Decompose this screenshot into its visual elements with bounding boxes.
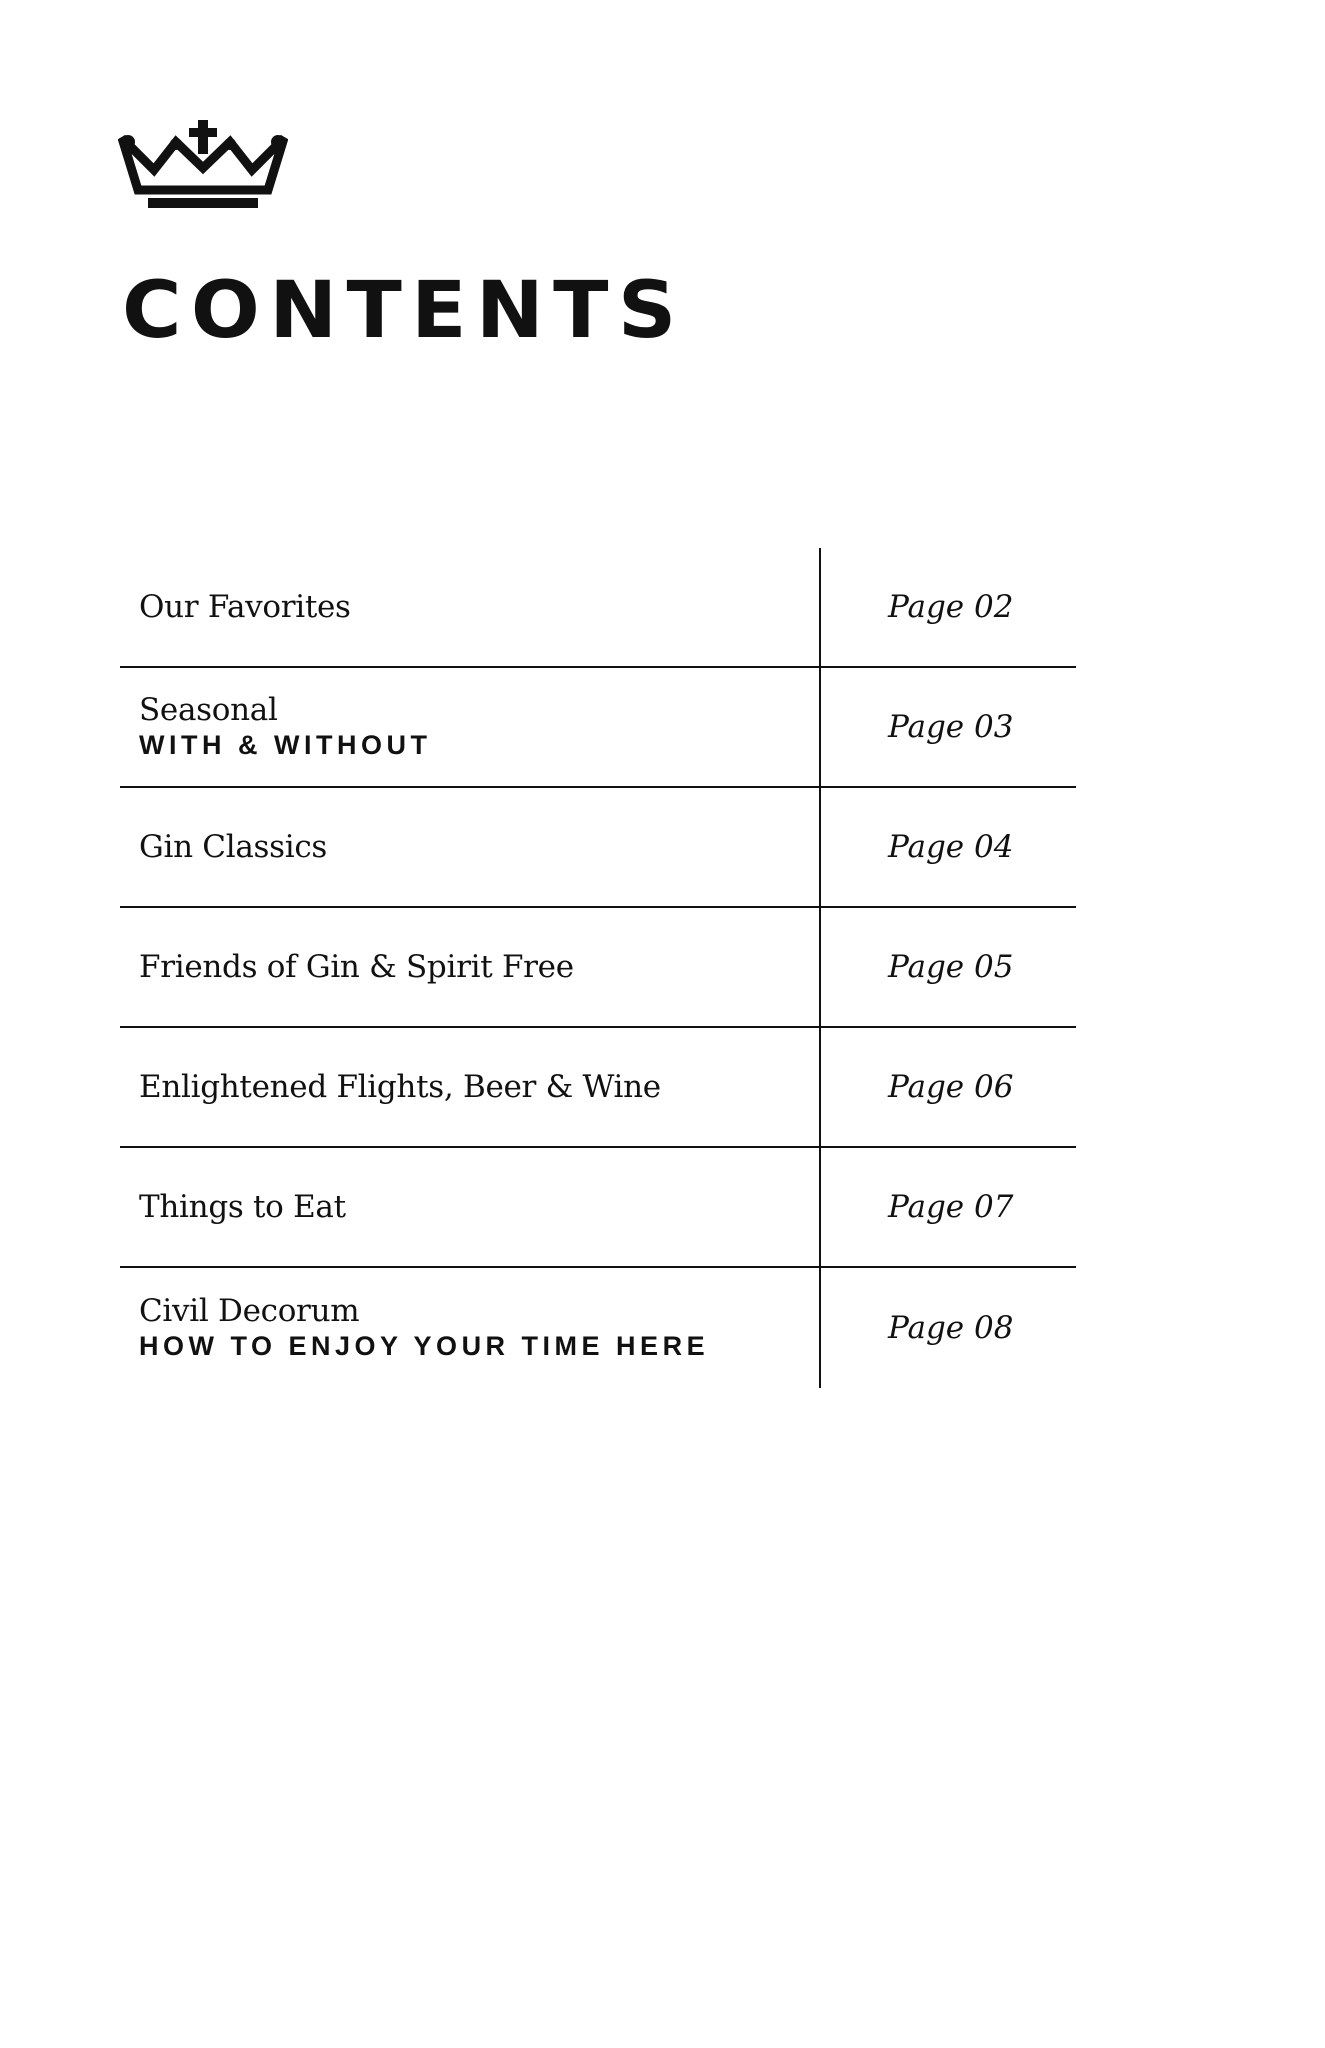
toc-entry-title: Civil Decorum — [139, 1293, 360, 1330]
toc-entry — [120, 1268, 821, 1388]
toc-entry — [120, 1148, 821, 1266]
toc-row — [120, 548, 1076, 668]
toc-entry — [120, 1028, 821, 1146]
toc-entry — [120, 908, 821, 1026]
toc-row — [120, 1268, 1076, 1388]
toc-row — [120, 668, 1076, 788]
toc-page-number: Page 04 — [888, 829, 1014, 865]
toc-row — [120, 1148, 1076, 1268]
toc-page-number: Page 08 — [888, 1310, 1014, 1346]
toc-page-number: Page 03 — [888, 709, 1014, 745]
toc-entry-title: Seasonal — [139, 692, 278, 729]
toc-page-number: Page 02 — [888, 589, 1014, 625]
toc-entry — [120, 668, 821, 786]
toc-row — [120, 788, 1076, 908]
toc-row — [120, 908, 1076, 1028]
toc-entry-title: Our Favorites — [139, 588, 351, 625]
crown-icon — [118, 118, 288, 214]
table-of-contents — [120, 548, 1076, 1388]
toc-entry-subtitle: HOW TO ENJOY YOUR TIME HERE — [139, 1330, 710, 1361]
page-title: CONTENTS — [122, 266, 686, 356]
toc-entry-title: Gin Classics — [139, 828, 328, 865]
toc-entry — [120, 548, 821, 666]
toc-entry-title: Friends of Gin & Spirit Free — [139, 948, 574, 985]
toc-page-number: Page 06 — [888, 1069, 1014, 1105]
toc-entry — [120, 788, 821, 906]
toc-row — [120, 1028, 1076, 1148]
toc-entry-title: Things to Eat — [139, 1188, 346, 1225]
toc-entry-title: Enlightened Flights, Beer & Wine — [139, 1068, 661, 1105]
toc-entry-subtitle: WITH & WITHOUT — [139, 729, 432, 760]
toc-page-number: Page 05 — [888, 949, 1014, 985]
toc-page-number: Page 07 — [888, 1189, 1014, 1225]
